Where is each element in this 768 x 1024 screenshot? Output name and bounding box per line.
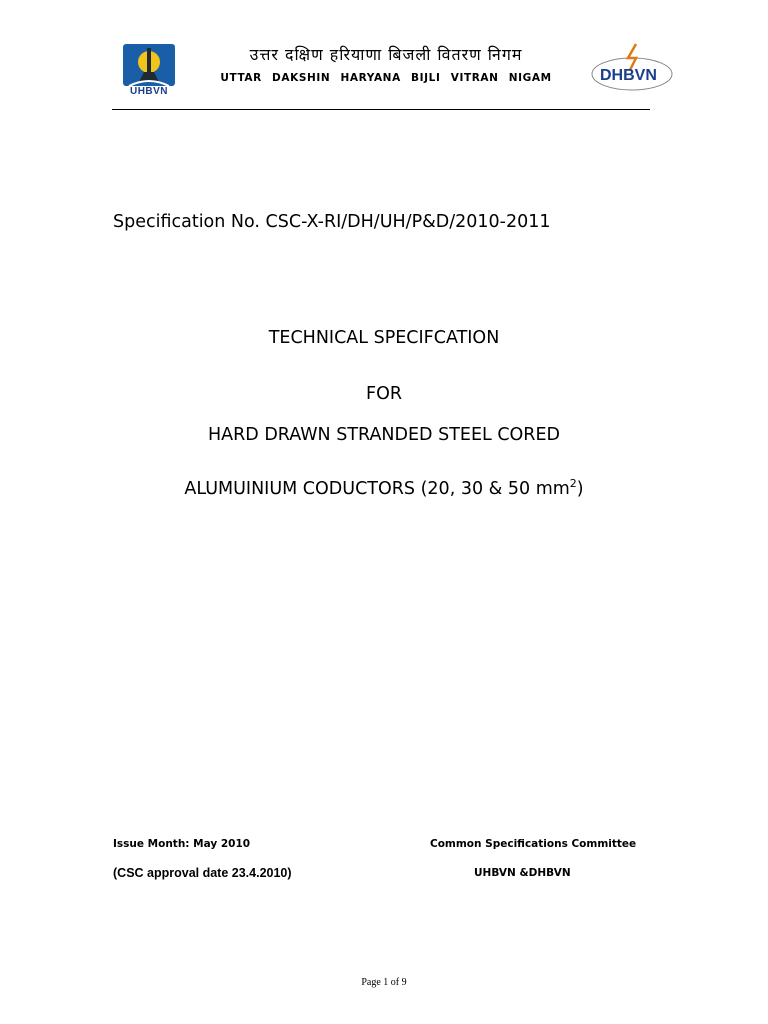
uhbvn-logo-label: UHBVN (129, 86, 169, 97)
title-line-4-superscript: 2 (569, 477, 577, 491)
title-line-4-main: ALUMUINIUM CODUCTORS (20, 30 & 50 mm (184, 479, 570, 499)
committee-name: Common Specifications Committee (430, 838, 637, 850)
title-line-1: TECHNICAL SPECIFCATION (268, 328, 500, 348)
page-number: Page 1 of 9 (361, 977, 407, 988)
hindi-org-title: उत्तर दक्षिण हरियाणा बिजली वितरण निगम (249, 45, 523, 64)
title-line-4 (0, 479, 768, 499)
specification-number: Specification No. CSC-X-RI/DH/UH/P&D/2010-2011 (113, 212, 551, 232)
title-line-3: HARD DRAWN STRANDED STEEL CORED (207, 425, 561, 445)
issue-month: Issue Month: May 2010 (113, 838, 251, 850)
english-org-title: UTTAR DAKSHIN HARYANA BIJLI VITRAN NIGAM (220, 72, 552, 84)
dhbvn-logo-label: DHBVN (600, 67, 657, 84)
title-line-2: FOR (366, 384, 402, 404)
dhbvn-logo (588, 40, 680, 96)
title-line-4-end: ) (576, 479, 584, 499)
csc-approval-date: (CSC approval date 23.4.2010) (113, 866, 292, 880)
header-divider (112, 109, 650, 110)
organization-names: UHBVN &DHBVN (474, 867, 571, 879)
